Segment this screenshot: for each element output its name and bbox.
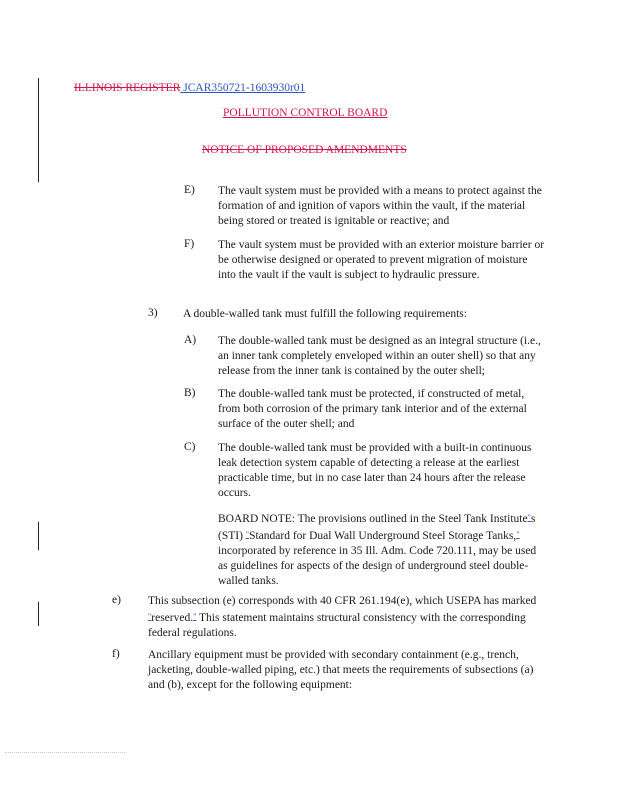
item-label: A)	[184, 334, 197, 346]
item-label: F)	[184, 238, 195, 250]
item-label: 3)	[148, 307, 158, 319]
footer-divider	[5, 752, 125, 753]
item-text: The vault system must be provided with a means to protect against the formation of and ignition of vapors within the vault, if the material being stored or treated is ignitable or reactive; and	[218, 185, 542, 227]
item-text: The double-walled tank must be provided with a built-in continuous leak detection system capable of detecting a release at the earliest practicable time, but in no case later than 24 hours after the release occurs.	[218, 442, 532, 499]
item-text: Ancillary equipment must be provided with secondary containment (e.g., trench, jacketing, double-walled piping, etc.) that meets the requirements of subsections (a) and (b), except for the following equipment:	[148, 649, 534, 691]
item-text: The double-walled tank must be protected, if constructed of metal, from both corrosion of the primary tank interior and of the external surface of the outer shell; and	[218, 388, 527, 430]
item-text: The vault system must be provided with an exterior moisture barrier or be otherwise designed or operated to prevent migration of moisture into the vault if the vault is subject to hydraulic pressure.	[218, 239, 545, 281]
item-label: B)	[184, 387, 196, 399]
item-text: A double-walled tank must fulfill the following requirements:	[183, 308, 467, 320]
item-label: E)	[184, 184, 195, 196]
register-header: ILLINOIS REGISTER JCAR350721-1603930r01	[74, 82, 306, 94]
change-bar	[38, 78, 39, 182]
item-label: f)	[112, 648, 120, 660]
item-label: C)	[184, 441, 196, 453]
change-bar	[38, 522, 39, 550]
board-title: POLLUTION CONTROL BOARD	[223, 107, 388, 119]
change-bar	[38, 602, 39, 626]
item-label: e)	[112, 594, 121, 606]
item-text: The double-walled tank must be designed as an integral structure (i.e., an inner tank completely enveloped within an outer shell) so that any release from the inner tank is contained by the outer shell;	[218, 335, 541, 377]
item-text: This subsection (e) corresponds with 40 CFR 261.194(e), which USEPA has marked "reserved." This statement maintains structural consistency with the corresponding federal regulations.	[148, 595, 537, 639]
board-note: BOARD NOTE: The provisions outlined in the Steel Tank Institute"s (STI) "Standard for Dual Wall Underground Steel Storage Tanks," incorporated by reference in 35 Ill. Adm. Code 720.111, may be used as guidelines for aspects of the design of underground steel double-walled tanks.	[218, 513, 537, 587]
notice-title: NOTICE OF PROPOSED AMENDMENTS	[202, 144, 407, 156]
